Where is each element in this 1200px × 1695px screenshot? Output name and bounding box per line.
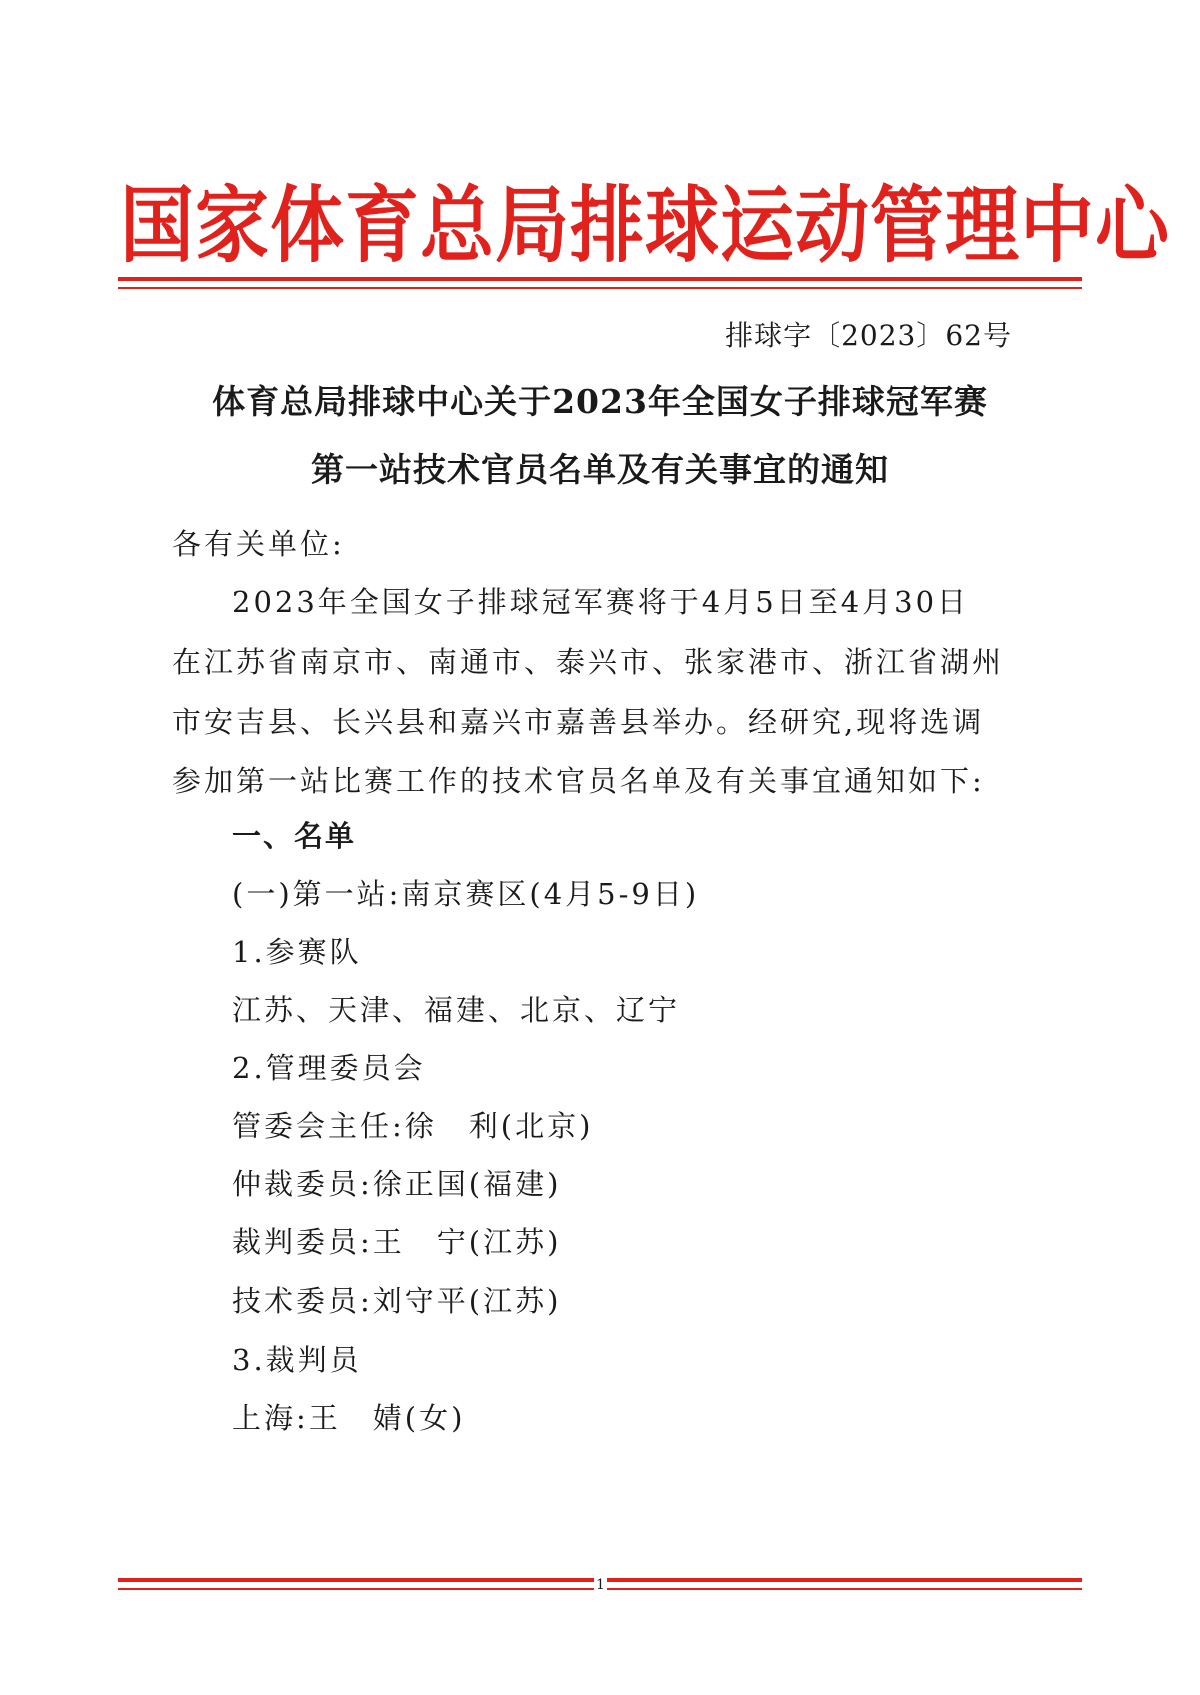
document-number: 排球字〔2023〕62号 — [725, 319, 1012, 352]
red-rule-top-thick — [118, 277, 1082, 281]
salutation: 各有关单位: — [172, 527, 345, 561]
referee-entry: 上海:王 婧(女) — [232, 1401, 466, 1435]
item-heading-referees: 3.裁判员 — [232, 1343, 362, 1377]
item-heading-committee: 2.管理委员会 — [232, 1051, 426, 1085]
committee-referee: 裁判委员:王 宁(江苏) — [232, 1225, 562, 1259]
intro-line-2: 在江苏省南京市、南通市、泰兴市、张家港市、浙江省湖州 — [172, 645, 1005, 679]
document-title-line-1: 体育总局排球中心关于2023年全国女子排球冠军赛 — [212, 382, 988, 421]
masthead-title: 国家体育总局排球运动管理中心 — [120, 177, 1170, 275]
committee-director: 管委会主任:徐 利(北京) — [232, 1109, 594, 1143]
item-heading-teams: 1.参赛队 — [232, 935, 362, 969]
intro-line-3: 市安吉县、长兴县和嘉兴市嘉善县举办。经研究,现将选调 — [172, 705, 985, 739]
committee-technical: 技术委员:刘守平(江苏) — [232, 1284, 562, 1318]
red-rule-top-thin — [118, 287, 1082, 289]
document-title-line-2: 第一站技术官员名单及有关事宜的通知 — [311, 450, 889, 489]
section-heading-list: 一、名单 — [232, 819, 357, 853]
teams-list: 江苏、天津、福建、北京、辽宁 — [232, 993, 681, 1027]
intro-line-4: 参加第一站比赛工作的技术官员名单及有关事宜通知如下: — [172, 764, 985, 798]
committee-arbitration: 仲裁委员:徐正国(福建) — [232, 1167, 562, 1201]
page-number: 1 — [596, 1577, 605, 1593]
intro-line-1: 2023年全国女子排球冠军赛将于4月5日至4月30日 — [232, 585, 970, 619]
subsection-stage-1: (一)第一站:南京赛区(4月5-9日) — [232, 877, 700, 911]
